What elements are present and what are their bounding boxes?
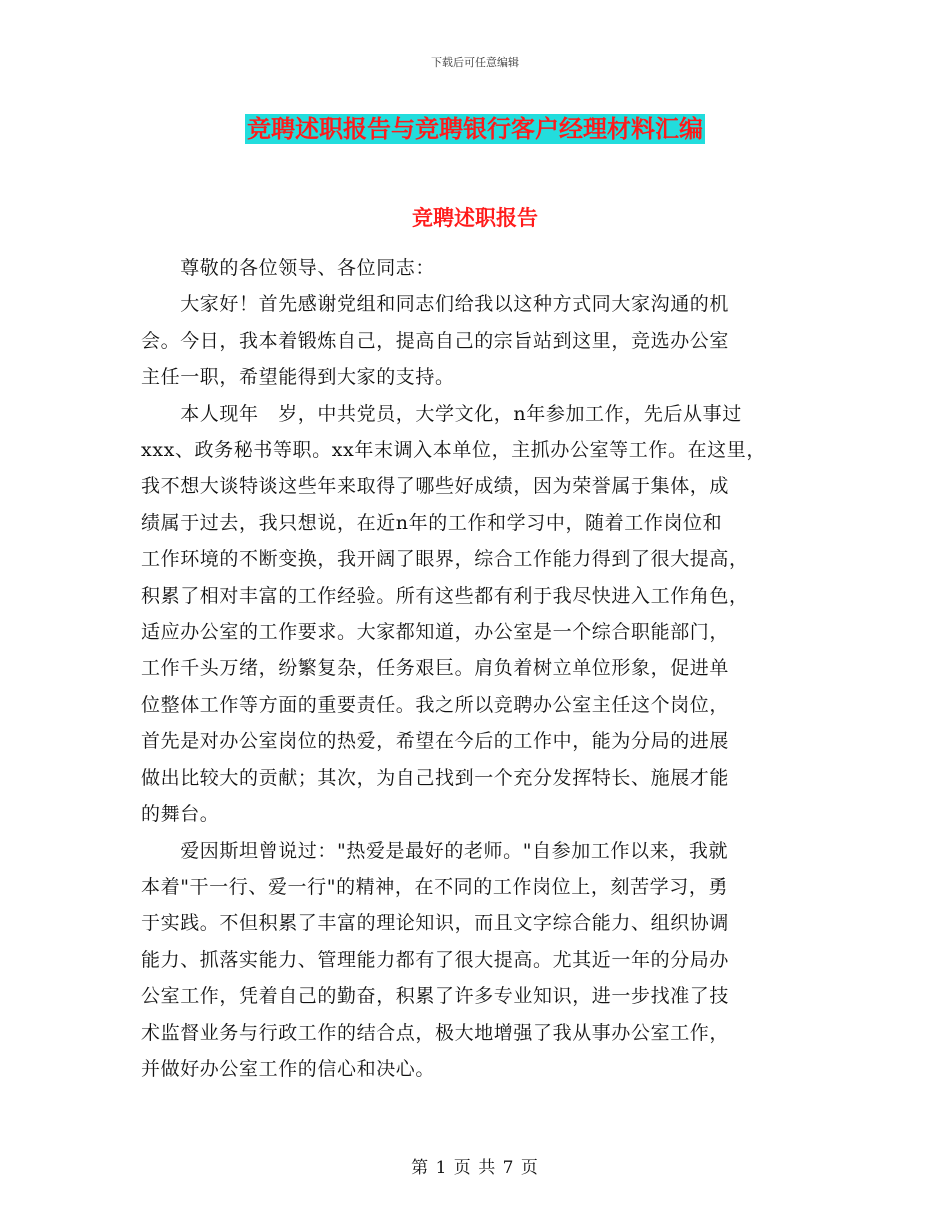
body-line: 尊敬的各位领导、各位同志： [141,257,436,279]
body-line: 大家好！首先感谢党组和同志们给我以这种方式同大家沟通的机 [141,293,730,316]
body-line: 并做好办公室工作的信心和决心。 [141,1057,436,1080]
body-line: 的舞台。 [141,803,220,826]
section-title: 竞聘述职报告 [412,206,538,230]
document-title: 竞聘述职报告与竞聘银行客户经理材料汇编 [247,115,703,143]
body-line: 位整体工作等方面的重要责任。我之所以竞聘办公室主任这个岗位， [141,693,730,716]
body-line: 本人现年 岁，中共党员，大学文化，n年参加工作，先后从事过 [141,402,742,425]
body-line: 适应办公室的工作要求。大家都知道，办公室是一个综合职能部门， [141,621,730,644]
header-note: 下载后可任意编辑 [431,56,519,69]
body-line: 工作环境的不断变换，我开阔了眼界，综合工作能力得到了很大提高， [141,548,749,571]
body-line: 能力、抓落实能力、管理能力都有了很大提高。尤其近一年的分局办 [141,948,730,971]
body-line: 工作千头万绪，纷繁复杂，任务艰巨。肩负着树立单位形象，促进单 [141,657,730,680]
page-number-footer: 第 1 页 共 7 页 [411,1158,539,1178]
body-line: 本着"干一行、爱一行"的精神，在不同的工作岗位上，刻苦学习，勇 [141,875,729,898]
body-line: 爱因斯坦曾说过："热爱是最好的老师。"自参加工作以来，我就 [141,839,729,862]
body-line: 公室工作，凭着自己的勤奋，积累了许多专业知识，进一步找准了技 [141,985,730,1008]
body-line: 术监督业务与行政工作的结合点，极大地增强了我从事办公室工作， [141,1021,730,1044]
body-line: 绩属于过去，我只想说，在近n年的工作和学习中，随着工作岗位和 [141,511,723,534]
title-container [0,114,950,144]
body-line: 做出比较大的贡献；其次，为自己找到一个充分发挥特长、施展才能 [141,766,730,789]
body-line: xxx、政务秘书等职。xx年末调入本单位，主抓办公室等工作。在这里， [141,439,766,462]
body-line: 于实践。不但积累了丰富的理论知识，而且文字综合能力、组织协调 [141,912,730,935]
body-line: 我不想大谈特谈这些年来取得了哪些好成绩，因为荣誉属于集体，成 [141,475,730,498]
body-line: 会。今日，我本着锻炼自己，提高自己的宗旨站到这里，竞选办公室 [141,329,730,352]
body-line: 主任一职，希望能得到大家的支持。 [141,366,455,389]
body-line: 首先是对办公室岗位的热爱，希望在今后的工作中，能为分局的进展 [141,730,730,753]
body-text [141,250,821,1087]
body-line: 积累了相对丰富的工作经验。所有这些都有利于我尽快进入工作角色， [141,584,749,607]
